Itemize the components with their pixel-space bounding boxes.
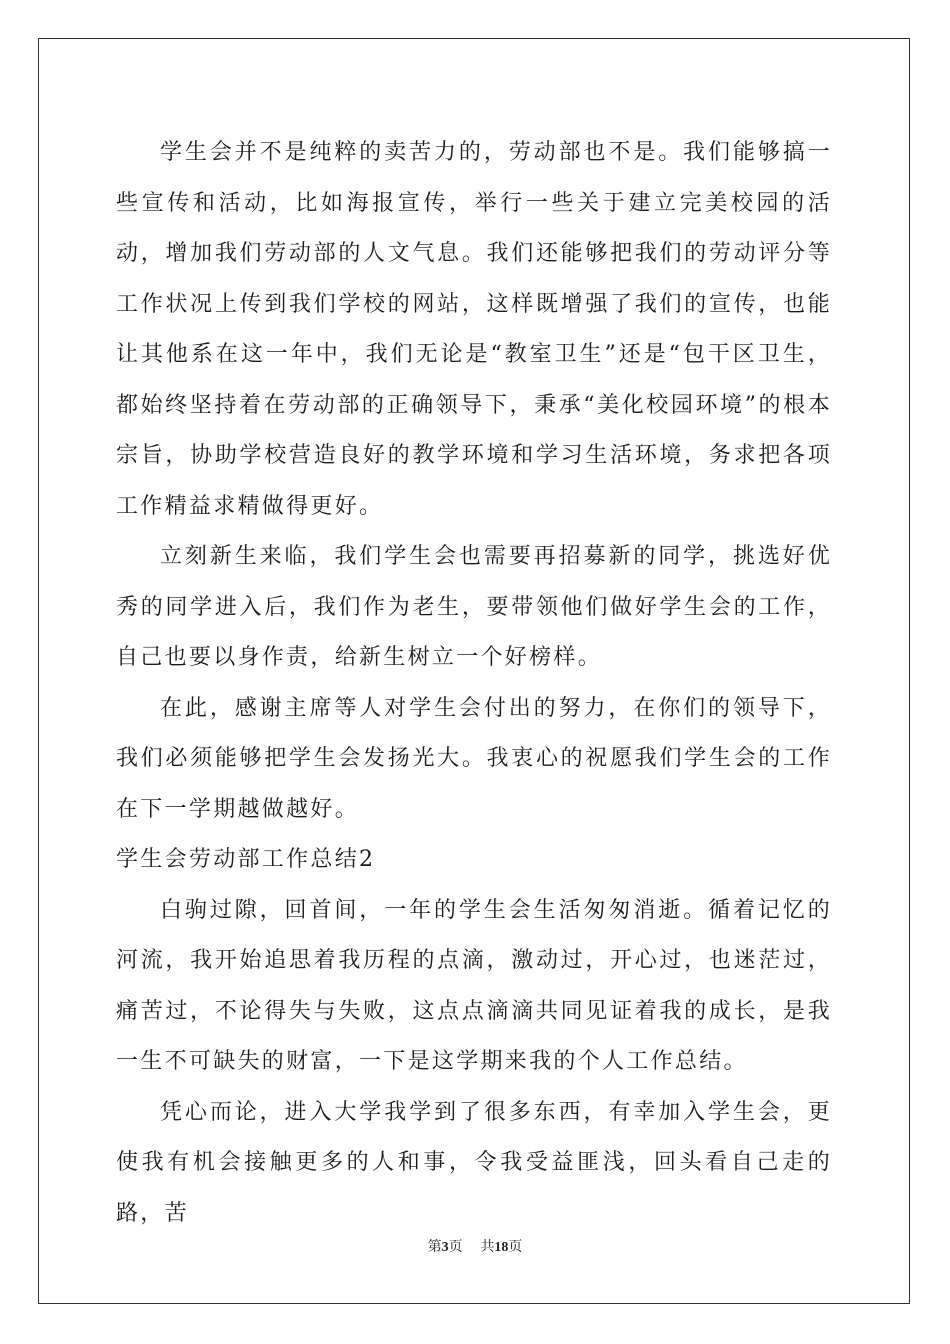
section-paragraph-1: 白驹过隙，回首间，一年的学生会生活匆匆消逝。循着记忆的河流，我开始追思着我历程的点滴，激动过，开心过，也迷茫过，痛苦过，不论得失与失败，这点点滴滴共同见证着我的成长，是我一生不可缺失的财富，一下是这学期来我的个人工作总结。 bbox=[116, 897, 832, 1074]
page-prefix: 第 bbox=[427, 1239, 442, 1255]
section-paragraph-2: 凭心而论，进入大学我学到了很多东西，有幸加入学生会，更使我有机会接触更多的人和事，令我受益匪浅，回头看自己走的路，苦 bbox=[116, 1099, 832, 1226]
paragraph-2: 立刻新生来临，我们学生会也需要再招募新的同学，挑选好优秀的同学进入后，我们作为老生，要带领他们做好学生会的工作，自己也要以身作责，给新生树立一个好榜样。 bbox=[116, 544, 832, 670]
section-title: 学生会劳动部工作总结2 bbox=[116, 847, 376, 872]
page-number: 3 bbox=[441, 1240, 449, 1255]
paragraph-1: 学生会并不是纯粹的卖苦力的，劳动部也不是。我们能够搞一些宣传和活动，比如海报宣传，举行一些关于建立完美校园的活动，增加我们劳动部的人文气息。我们还能够把我们的劳动评分等工作状况上传到我们学校的网站，这样既增强了我们的宣传，也能让其他系在这一年中，我们无论是“教室卫生”还是“包干区卫生，都始终坚持着在劳动部的正确领导下，秉承“美化校园环境”的根本宗旨，协助学校营造良好的教学环境和学习生活环境，务求把各项工作精益求精做得更好。 bbox=[116, 140, 832, 519]
total-pages: 18 bbox=[494, 1240, 509, 1255]
document-body bbox=[116, 128, 832, 1239]
total-prefix: 共 bbox=[480, 1239, 495, 1255]
total-suffix: 页 bbox=[508, 1239, 523, 1255]
paragraph-3: 在此，感谢主席等人对学生会付出的努力，在你们的领导下，我们必须能够把学生会发扬光大。我衷心的祝愿我们学生会的工作在下一学期越做越好。 bbox=[116, 695, 832, 822]
page-suffix: 页 bbox=[448, 1239, 463, 1255]
page-footer bbox=[0, 1236, 950, 1256]
